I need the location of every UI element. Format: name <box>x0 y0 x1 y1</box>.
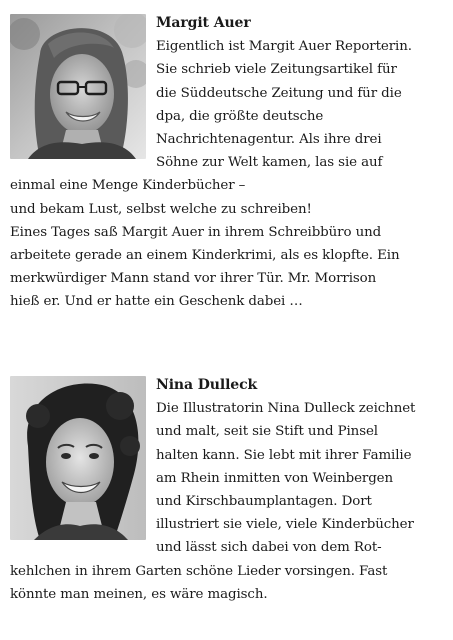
author-name: Nina Dulleck <box>156 377 258 393</box>
author-name: Margit Auer <box>156 15 251 31</box>
bio-line: am Rhein inmitten von Weinbergen <box>156 470 394 486</box>
bio-line: Eines Tages saß Margit Auer in ihrem Schreibbüro und <box>10 224 382 240</box>
bio-line: hieß er. Und er hatte ein Geschenk dabei … <box>10 294 303 310</box>
bio-line: halten kann. Sie lebt mit ihrer Familie <box>156 447 412 463</box>
author-photo-nina-dulleck <box>10 376 146 540</box>
author-bio-nina-dulleck <box>10 374 440 606</box>
bio-line: merkwürdiger Mann stand vor ihrer Tür. Mr. Morrison <box>10 271 377 287</box>
author-photo-margit-auer <box>10 14 146 159</box>
bio-line: und Kirschbaumplantagen. Dort <box>156 494 372 510</box>
bio-line: Eigentlich ist Margit Auer Reporterin. <box>156 39 412 55</box>
bio-line: und bekam Lust, selbst welche zu schreiben! <box>10 201 312 217</box>
bio-line: arbeitete gerade an einem Kinderkrimi, als es klopfte. Ein <box>10 248 400 264</box>
bio-line: die Süddeutsche Zeitung und für die <box>156 85 402 101</box>
bio-line: und malt, seit sie Stift und Pinsel <box>156 424 378 440</box>
bio-line: Die Illustratorin Nina Dulleck zeichnet <box>156 401 416 417</box>
bio-line: illustriert sie viele, viele Kinderbücher <box>156 517 414 533</box>
bio-line: kehlchen in ihrem Garten schöne Lieder vorsingen. Fast <box>10 563 388 579</box>
bio-line: Söhne zur Welt kamen, las sie auf <box>156 155 383 171</box>
bio-line: Nachrichtenagentur. Als ihre drei <box>156 132 382 148</box>
bio-line: dpa, die größte deutsche <box>156 108 324 124</box>
bio-line: und lässt sich dabei von dem Rot- <box>156 540 382 556</box>
author-bio-margit-auer <box>10 12 440 314</box>
bio-line: Sie schrieb viele Zeitungsartikel für <box>156 62 397 78</box>
bio-line: einmal eine Menge Kinderbücher – <box>10 178 246 194</box>
bio-line: könnte man meinen, es wäre magisch. <box>10 586 268 602</box>
